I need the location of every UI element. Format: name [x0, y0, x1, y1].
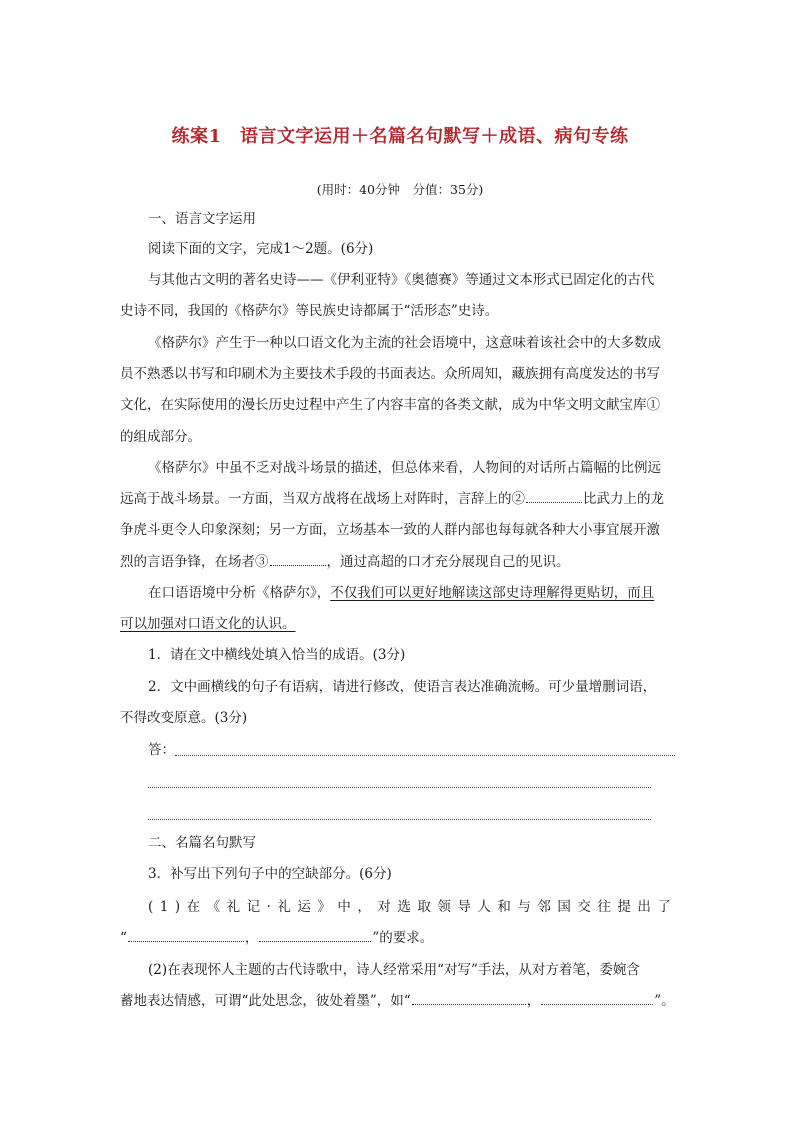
quote-close: ”的要求。 [372, 930, 434, 946]
passage-p3-line4-b: ，通过高超的口才充分展现自己的见识。 [326, 554, 570, 570]
blank-3-2-a[interactable] [412, 992, 526, 1005]
reading-intro: 阅读下面的文字，完成1～2题。(6分) [148, 241, 374, 257]
passage-p4-line1 [120, 583, 708, 603]
blank-3-1-a[interactable] [128, 929, 244, 942]
quote-open: “ [120, 930, 127, 946]
underlined-sentence-part1: 不仅我们可以更好地解读这部史诗理解得更贴切，而且 [330, 585, 655, 601]
passage-p2-line1: 《格萨尔》产生于一种以口语文化为主流的社会语境中，这意味着该社会中的大多数成 [148, 335, 661, 351]
question-3: 3．补写出下列句子中的空缺部分。(6分) [148, 866, 392, 882]
answer-line-1[interactable] [175, 755, 675, 756]
blank-3[interactable] [270, 553, 326, 566]
section-heading-language-use: 一、语言文字运用 [148, 211, 256, 227]
question-3-2-line1: (2)在表现怀人主题的古代诗歌中，诗人经常采用“对写”手法，从对方着笔，委婉含 [148, 962, 640, 978]
passage-p3-line2-b: 比武力上的龙 [583, 491, 664, 507]
passage-p2-line4: 的组成部分。 [120, 429, 201, 445]
blank-3-1-b[interactable] [259, 929, 371, 942]
passage-p3-line3: 争虎斗更令人印象深刻；另一方面，立场基本一致的人群内部也每每就各种大小事宜展开激 [120, 522, 660, 538]
question-2-line1: 2．文中画横线的句子有语病，请进行修改，使语言表达准确流畅。可少量增删词语， [148, 679, 657, 695]
passage-p4-line1-a: 在口语语境中分析《格萨尔》， [148, 585, 331, 601]
answer-label: 答： [148, 742, 175, 758]
question-3-2-line2-a: 蓄地表达情感，可谓“此处思念，彼处着墨”，如“ [120, 993, 411, 1009]
answer-line-2[interactable] [148, 787, 651, 788]
section-heading-famous-lines: 二、名篇名句默写 [148, 835, 256, 851]
passage-p3-line2-a: 远高于战斗场景。一方面，当双方战将在战场上对阵时，言辞上的② [120, 491, 525, 507]
quote-close: ”。 [654, 993, 675, 1009]
question-1: 1．请在文中横线处填入恰当的成语。(3分) [148, 647, 406, 663]
passage-p2-line2: 员不熟悉以书写和印刷术为主要技术手段的书面表达。众所周知，藏族拥有高度发达的书写 [120, 366, 660, 382]
page-title: 练案1 语言文字运用＋名篇名句默写＋成语、病句专练 [171, 126, 629, 147]
passage-p1-line2: 史诗不同，我国的《格萨尔》等民族史诗都属于“活形态”史诗。 [120, 303, 499, 319]
blank-2[interactable] [526, 490, 582, 503]
question-3-1-line2 [120, 928, 680, 948]
question-3-2-line2 [120, 991, 680, 1011]
passage-p3-line4 [120, 552, 680, 572]
comma: ， [526, 993, 541, 1009]
underlined-sentence-part2: 可以加强对口语文化的认识。 [120, 616, 296, 632]
blank-3-2-b[interactable] [541, 992, 653, 1005]
passage-p3-line4-a: 烈的言语争锋，在场者③ [120, 554, 269, 570]
comma: ， [244, 930, 259, 946]
question-3-1-line1: (1)在《礼记·礼运》中，对选取领导人和与邻国交往提出了 [148, 899, 678, 915]
passage-p1-line1: 与其他古文明的著名史诗——《伊利亚特》《奥德赛》等通过文本形式已固定化的古代 [148, 272, 655, 288]
passage-p3-line2 [120, 489, 680, 509]
question-2-line2: 不得改变原意。(3分) [120, 710, 248, 726]
time-score-info: (用时：40分钟 分值：35分) [316, 182, 484, 197]
answer-line-3[interactable] [148, 819, 651, 820]
passage-p4-line2 [120, 614, 680, 634]
passage-p2-line3: 文化，在实际使用的漫长历史过程中产生了内容丰富的各类文献，成为中华文明文献宝库① [120, 397, 660, 413]
passage-p3-line1: 《格萨尔》中虽不乏对战斗场景的描述，但总体来看，人物间的对话所占篇幅的比例远 [148, 460, 661, 476]
